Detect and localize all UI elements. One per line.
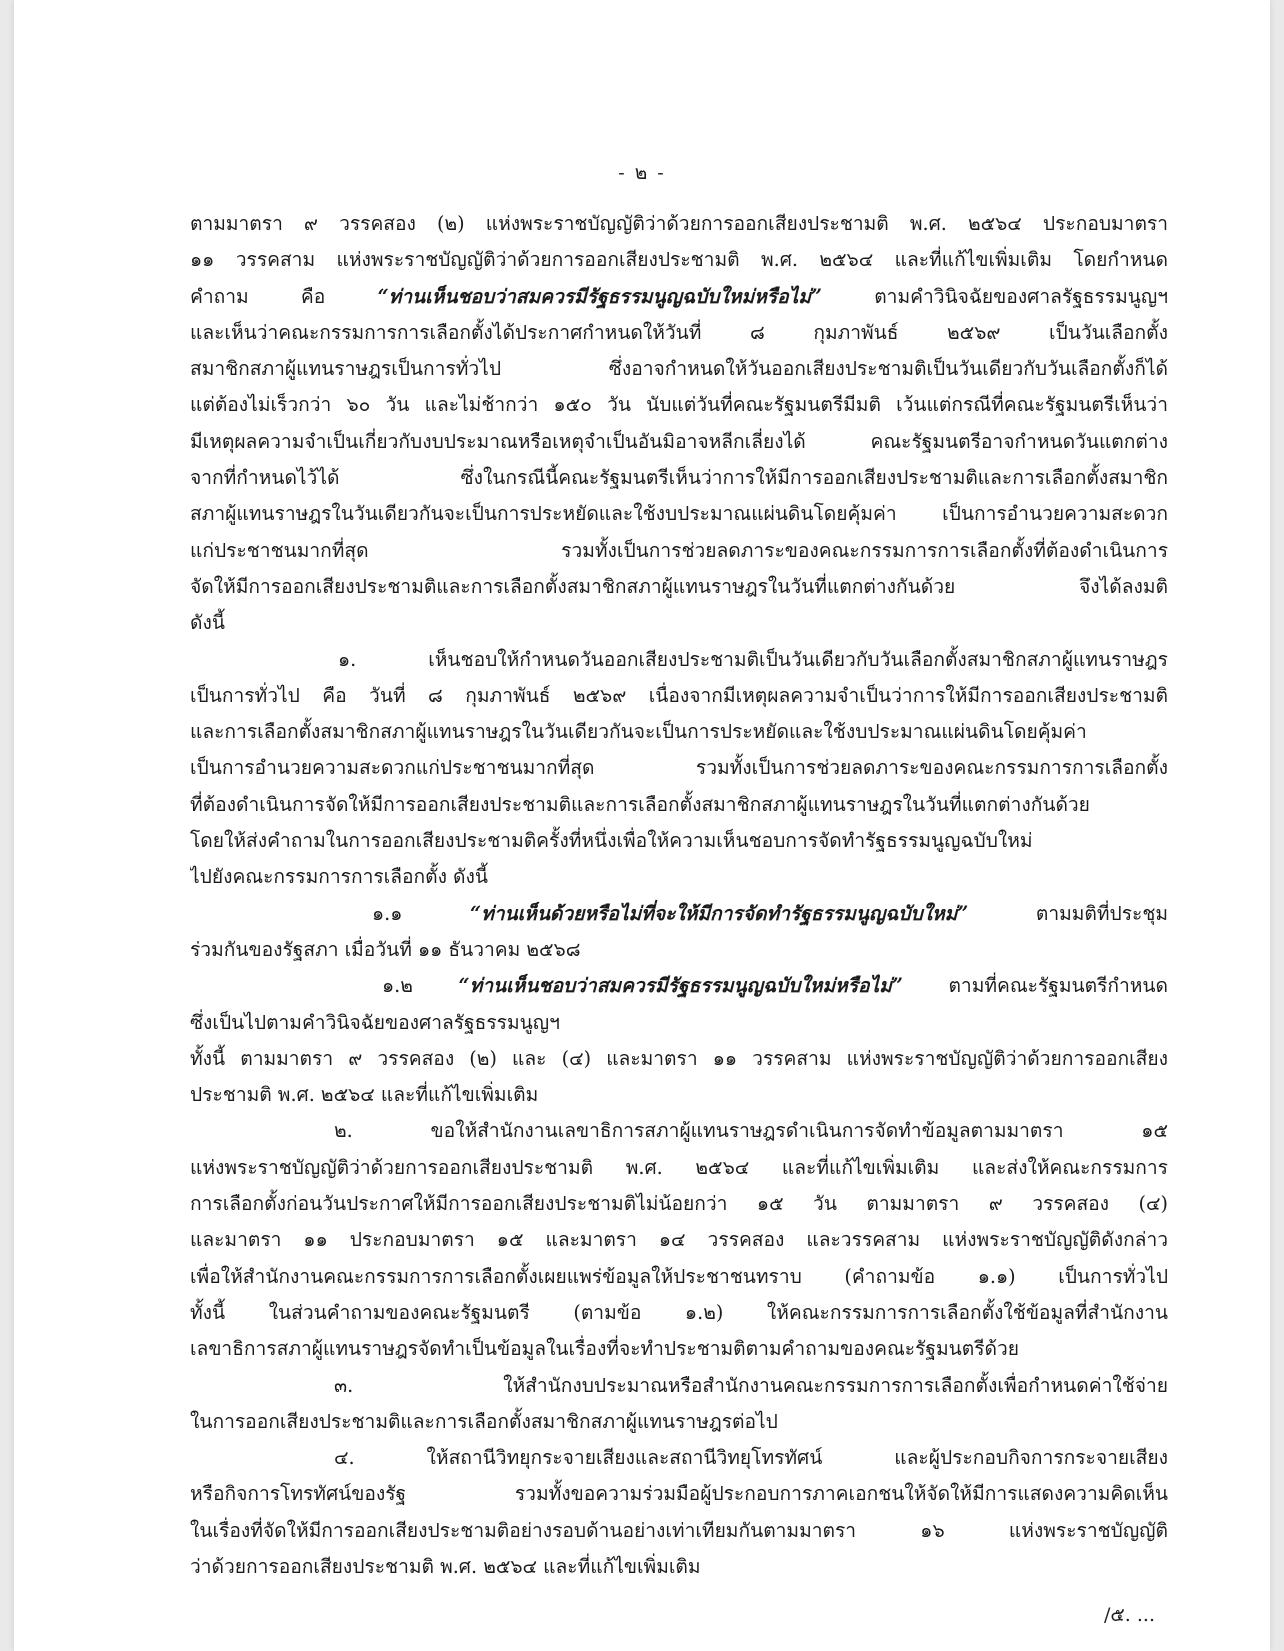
sub-item-1-1: ๑.๑ “ท่านเห็นด้วยหรือไม่ที่จะให้มีการจัดทำรัฐธรรมนูญฉบับใหม่” ตามมติที่ประชุม (372, 901, 1168, 925)
text-line: ดังนี้ (190, 611, 225, 635)
resolution-item-2: ๒. ขอให้สำนักงานเลขาธิการสภาผู้แทนราษฎรดำเนินการจัดทำข้อมูลตามมาตรา ๑๕ (334, 1119, 1168, 1143)
text-line: และมาตรา ๑๑ ประกอบมาตรา ๑๕ และมาตรา ๑๔ วรรคสอง และวรรคสาม แห่งพระราชบัญญัติดังกล่าว (190, 1228, 1168, 1252)
text-line: ตามมาตรา ๙ วรรคสอง (๒) แห่งพระราชบัญญัติว่าด้วยการออกเสียงประชามติ พ.ศ. ๒๕๖๔ ประกอบมาตรา (190, 212, 1168, 235)
text-line: เพื่อให้สำนักงานคณะกรรมการการเลือกตั้งเผยแพร่ข้อมูลให้ประชาชนทราบ (คำถามข้อ ๑.๑) เป็นการทั่วไป (190, 1264, 1168, 1288)
text-line: ทั้งนี้ ตามมาตรา ๙ วรรคสอง (๒) และ (๔) และมาตรา ๑๑ วรรคสาม แห่งพระราชบัญญัติว่าด้วยการออกเสียง (190, 1046, 1168, 1070)
text-line: คำถาม คือ “ท่านเห็นชอบว่าสมควรมีรัฐธรรมนูญฉบับใหม่หรือไม่” ตามคำวินิจฉัยของศาลรัฐธรรมนูญฯ (190, 284, 1168, 308)
referendum-question: “ท่านเห็นด้วยหรือไม่ที่จะให้มีการจัดทำรัฐธรรมนูญฉบับใหม่” (470, 901, 969, 925)
document-body (190, 206, 1168, 1585)
text-line: จัดให้มีการออกเสียงประชามติและการเลือกตั้งสมาชิกสภาผู้แทนราษฎรในวันที่แตกต่างกันด้วย จึงได้ลงมติ (190, 574, 1168, 598)
text-line: ทั้งนี้ ในส่วนคำถามของคณะรัฐมนตรี (ตามข้อ ๑.๒) ให้คณะกรรมการการเลือกตั้งใช้ข้อมูลที่สำนักงาน (190, 1300, 1168, 1324)
text-line: สมาชิกสภาผู้แทนราษฎรเป็นการทั่วไป ซึ่งอาจกำหนดให้วันออกเสียงประชามติเป็นวันเดียวกับวันเลือกตั้งก็ได้ (190, 357, 1168, 381)
text-line: ที่ต้องดำเนินการจัดให้มีการออกเสียงประชามติและการเลือกตั้งสมาชิกสภาผู้แทนราษฎรในวันที่แตกต่างกันด้วย (190, 792, 1090, 816)
text-line: แต่ต้องไม่เร็วกว่า ๖๐ วัน และไม่ช้ากว่า ๑๕๐ วัน นับแต่วันที่คณะรัฐมนตรีมีมติ เว้นแต่กรณีที่คณะรัฐมนตรีเห็นว่า (190, 393, 1168, 417)
text-line: ประชามติ พ.ศ. ๒๕๖๔ และที่แก้ไขเพิ่มเติม (190, 1083, 539, 1107)
resolution-item-1: ๑. เห็นชอบให้กำหนดวันออกเสียงประชามติเป็นวันเดียวกับวันเลือกตั้งสมาชิกสภาผู้แทนราษฎร (338, 647, 1168, 671)
referendum-question: “ท่านเห็นชอบว่าสมควรมีรัฐธรรมนูญฉบับใหม่หรือไม่” (458, 974, 903, 998)
text-line: เป็นการอำนวยความสะดวกแก่ประชาชนมากที่สุด รวมทั้งเป็นการช่วยลดภาระของคณะกรรมการการเลือกตั้ง (190, 756, 1168, 780)
text-line: โดยให้ส่งคำถามในการออกเสียงประชามติครั้งที่หนึ่งเพื่อให้ความเห็นชอบการจัดทำรัฐธรรมนูญฉบับใหม่ (190, 829, 1033, 853)
resolution-item-4: ๔. ให้สถานีวิทยุกระจายเสียงและสถานีวิทยุโทรทัศน์ และผู้ประกอบกิจการกระจายเสียง (334, 1446, 1168, 1470)
text-line: สภาผู้แทนราษฎรในวันเดียวกันจะเป็นการประหยัดและใช้งบประมาณแผ่นดินโดยคุ้มค่า เป็นการอำนวยความสะดวก (190, 502, 1168, 526)
text-line: ไปยังคณะกรรมการการเลือกตั้ง ดังนี้ (190, 865, 488, 889)
continuation-marker: /๕. ... (1104, 1604, 1155, 1626)
sub-item-1-2: ๑.๒ “ท่านเห็นชอบว่าสมควรมีรัฐธรรมนูญฉบับใหม่หรือไม่” ตามที่คณะรัฐมนตรีกำหนด (382, 974, 1168, 998)
text-line: แก่ประชาชนมากที่สุด รวมทั้งเป็นการช่วยลดภาระของคณะกรรมการการเลือกตั้งที่ต้องดำเนินการ (190, 538, 1168, 562)
text-line: ในเรื่องที่จัดให้มีการออกเสียงประชามติอย่างรอบด้านอย่างเท่าเทียมกันตามมาตรา ๑๖ แห่งพระราชบัญญัติ (190, 1518, 1168, 1542)
text-line: การเลือกตั้งก่อนวันประกาศให้มีการออกเสียงประชามติไม่น้อยกว่า ๑๕ วัน ตามมาตรา ๙ วรรคสอง (๔) (190, 1192, 1168, 1216)
page-number: - ๒ - (618, 162, 666, 184)
text-line: ร่วมกันของรัฐสภา เมื่อวันที่ ๑๑ ธันวาคม ๒๕๖๘ (190, 937, 581, 961)
text-line: และเห็นว่าคณะกรรมการการเลือกตั้งได้ประกาศกำหนดให้วันที่ ๘ กุมภาพันธ์ ๒๕๖๙ เป็นวันเลือกตั้ง (190, 320, 1168, 344)
text-line: เป็นการทั่วไป คือ วันที่ ๘ กุมภาพันธ์ ๒๕๖๙ เนื่องจากมีเหตุผลความจำเป็นว่าการให้มีการออกเสียงประชามติ (190, 683, 1168, 707)
text-line: เลขาธิการสภาผู้แทนราษฎรจัดทำเป็นข้อมูลในเรื่องที่จะทำประชามติตามคำถามของคณะรัฐมนตรีด้วย (190, 1337, 1020, 1361)
text-line: ๑๑ วรรคสาม แห่งพระราชบัญญัติว่าด้วยการออกเสียงประชามติ พ.ศ. ๒๕๖๔ และที่แก้ไขเพิ่มเติม โดยกำหนด (190, 248, 1168, 272)
text-line: และการเลือกตั้งสมาชิกสภาผู้แทนราษฎรในวันเดียวกันจะเป็นการประหยัดและใช้งบประมาณแผ่นดินโดยคุ้มค่า (190, 720, 1087, 744)
text-line: ว่าด้วยการออกเสียงประชามติ พ.ศ. ๒๕๖๔ และที่แก้ไขเพิ่มเติม (190, 1554, 701, 1578)
text-line: มีเหตุผลความจำเป็นเกี่ยวกับงบประมาณหรือเหตุจำเป็นอันมิอาจหลีกเลี่ยงได้ คณะรัฐมนตรีอาจกำหนดวันแตกต่าง (190, 429, 1168, 453)
text-line: แห่งพระราชบัญญัติว่าด้วยการออกเสียงประชามติ พ.ศ. ๒๕๖๔ และที่แก้ไขเพิ่มเติม และส่งให้คณะกรรมการ (190, 1155, 1168, 1179)
resolution-item-3: ๓. ให้สำนักงบประมาณหรือสำนักงานคณะกรรมการการเลือกตั้งเพื่อกำหนดค่าใช้จ่าย (334, 1373, 1168, 1397)
text-line: จากที่กำหนดไว้ได้ ซึ่งในกรณีนี้คณะรัฐมนตรีเห็นว่าการให้มีการออกเสียงประชามติและการเลือกตั้งสมาชิก (190, 466, 1168, 490)
referendum-question: “ท่านเห็นชอบว่าสมควรมีรัฐธรรมนูญฉบับใหม่หรือไม่” (377, 284, 822, 308)
text-line: ในการออกเสียงประชามติและการเลือกตั้งสมาชิกสภาผู้แทนราษฎรต่อไป (190, 1409, 778, 1433)
text-line: หรือกิจการโทรทัศน์ของรัฐ รวมทั้งขอความร่วมมือผู้ประกอบการภาคเอกชนให้จัดให้มีการแสดงความคิดเห็น (190, 1482, 1168, 1506)
document-page (14, 0, 1270, 1651)
text-line: ซึ่งเป็นไปตามคำวินิจฉัยของศาลรัฐธรรมนูญฯ (190, 1010, 560, 1034)
